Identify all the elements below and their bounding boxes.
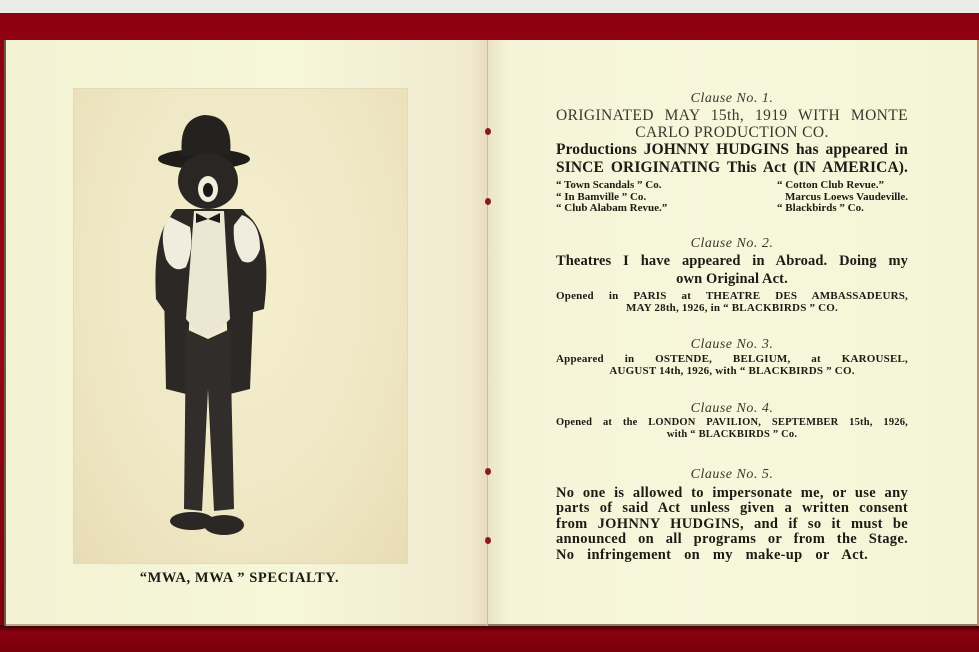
clause-title: Clause No. 4. (690, 400, 774, 416)
clause-line: parts of said Act unless given a written consent (556, 500, 908, 516)
clause-line: No infringement on my make-up or Act. (556, 546, 868, 563)
clause-line: from JOHNNY HUDGINS, and if so it must be (556, 515, 908, 532)
clause-4 (556, 400, 908, 441)
clause-line: Productions JOHNNY HUDGINS has appeared in (556, 141, 908, 158)
show-item: Marcus Loews Vaudeville. (785, 190, 908, 203)
clause-title: Clause No. 5. (690, 466, 774, 482)
clause-1 (556, 90, 908, 215)
clauses-text (556, 90, 908, 563)
show-item: “ Cotton Club Revue.” (777, 179, 884, 191)
clause-line: Appeared in OSTENDE, BELGIUM, at KAROUSEL, (556, 352, 908, 365)
staple-icon (485, 537, 491, 544)
show-item: “ Town Scandals ” Co. (556, 179, 662, 191)
clause-line: AUGUST 14th, 1926, with “ BLACKBIRDS ” CO. (609, 364, 855, 377)
clause-paragraph (556, 486, 908, 564)
show-list-left (556, 180, 667, 215)
clause-line: announced on all programs or from the Stage. (556, 531, 908, 547)
show-item: “ Club Alabam Revue.” (556, 202, 668, 214)
performer-photo (73, 88, 408, 564)
clause-line: ORIGINATED MAY 15th, 1919 WITH MONTE (556, 107, 908, 124)
clause-title: Clause No. 3. (690, 336, 774, 352)
staple-icon (485, 198, 491, 205)
performer-figure-icon (74, 89, 407, 563)
clause-2 (556, 235, 908, 314)
clause-title: Clause No. 1. (690, 91, 774, 106)
show-list-right (777, 180, 908, 215)
clause-title: Clause No. 2. (690, 235, 774, 251)
photo-caption: “MWA, MWA ” SPECIALTY. (139, 570, 340, 586)
clause-line: own Original Act. (676, 270, 788, 287)
show-item: “ Blackbirds ” Co. (777, 202, 864, 214)
clause-line: No one is allowed to impersonate me, or use any (556, 484, 908, 501)
clause-line: CARLO PRODUCTION CO. (635, 124, 829, 141)
staple-icon (485, 468, 491, 475)
show-item: “ In Bamville ” Co. (556, 190, 647, 203)
clause-line: Theatres I have appeared in Abroad. Doing my (556, 252, 908, 269)
clause-line: with “ BLACKBIRDS ” Co. (666, 428, 798, 440)
clause-5 (556, 466, 908, 564)
clause-line: Opened in PARIS at THEATRE DES AMBASSADEURS, (556, 289, 908, 302)
clause-line: MAY 28th, 1926, in “ BLACKBIRDS ” CO. (626, 301, 838, 314)
book-cover-bottom (0, 625, 979, 652)
clause-line: Opened at the LONDON PAVILION, SEPTEMBER 15th, 1926, (556, 416, 908, 428)
clause-3 (556, 336, 908, 377)
staple-icon (485, 128, 491, 135)
show-list (556, 180, 908, 215)
clause-line: SINCE ORIGINATING This Act (IN AMERICA). (556, 159, 908, 176)
